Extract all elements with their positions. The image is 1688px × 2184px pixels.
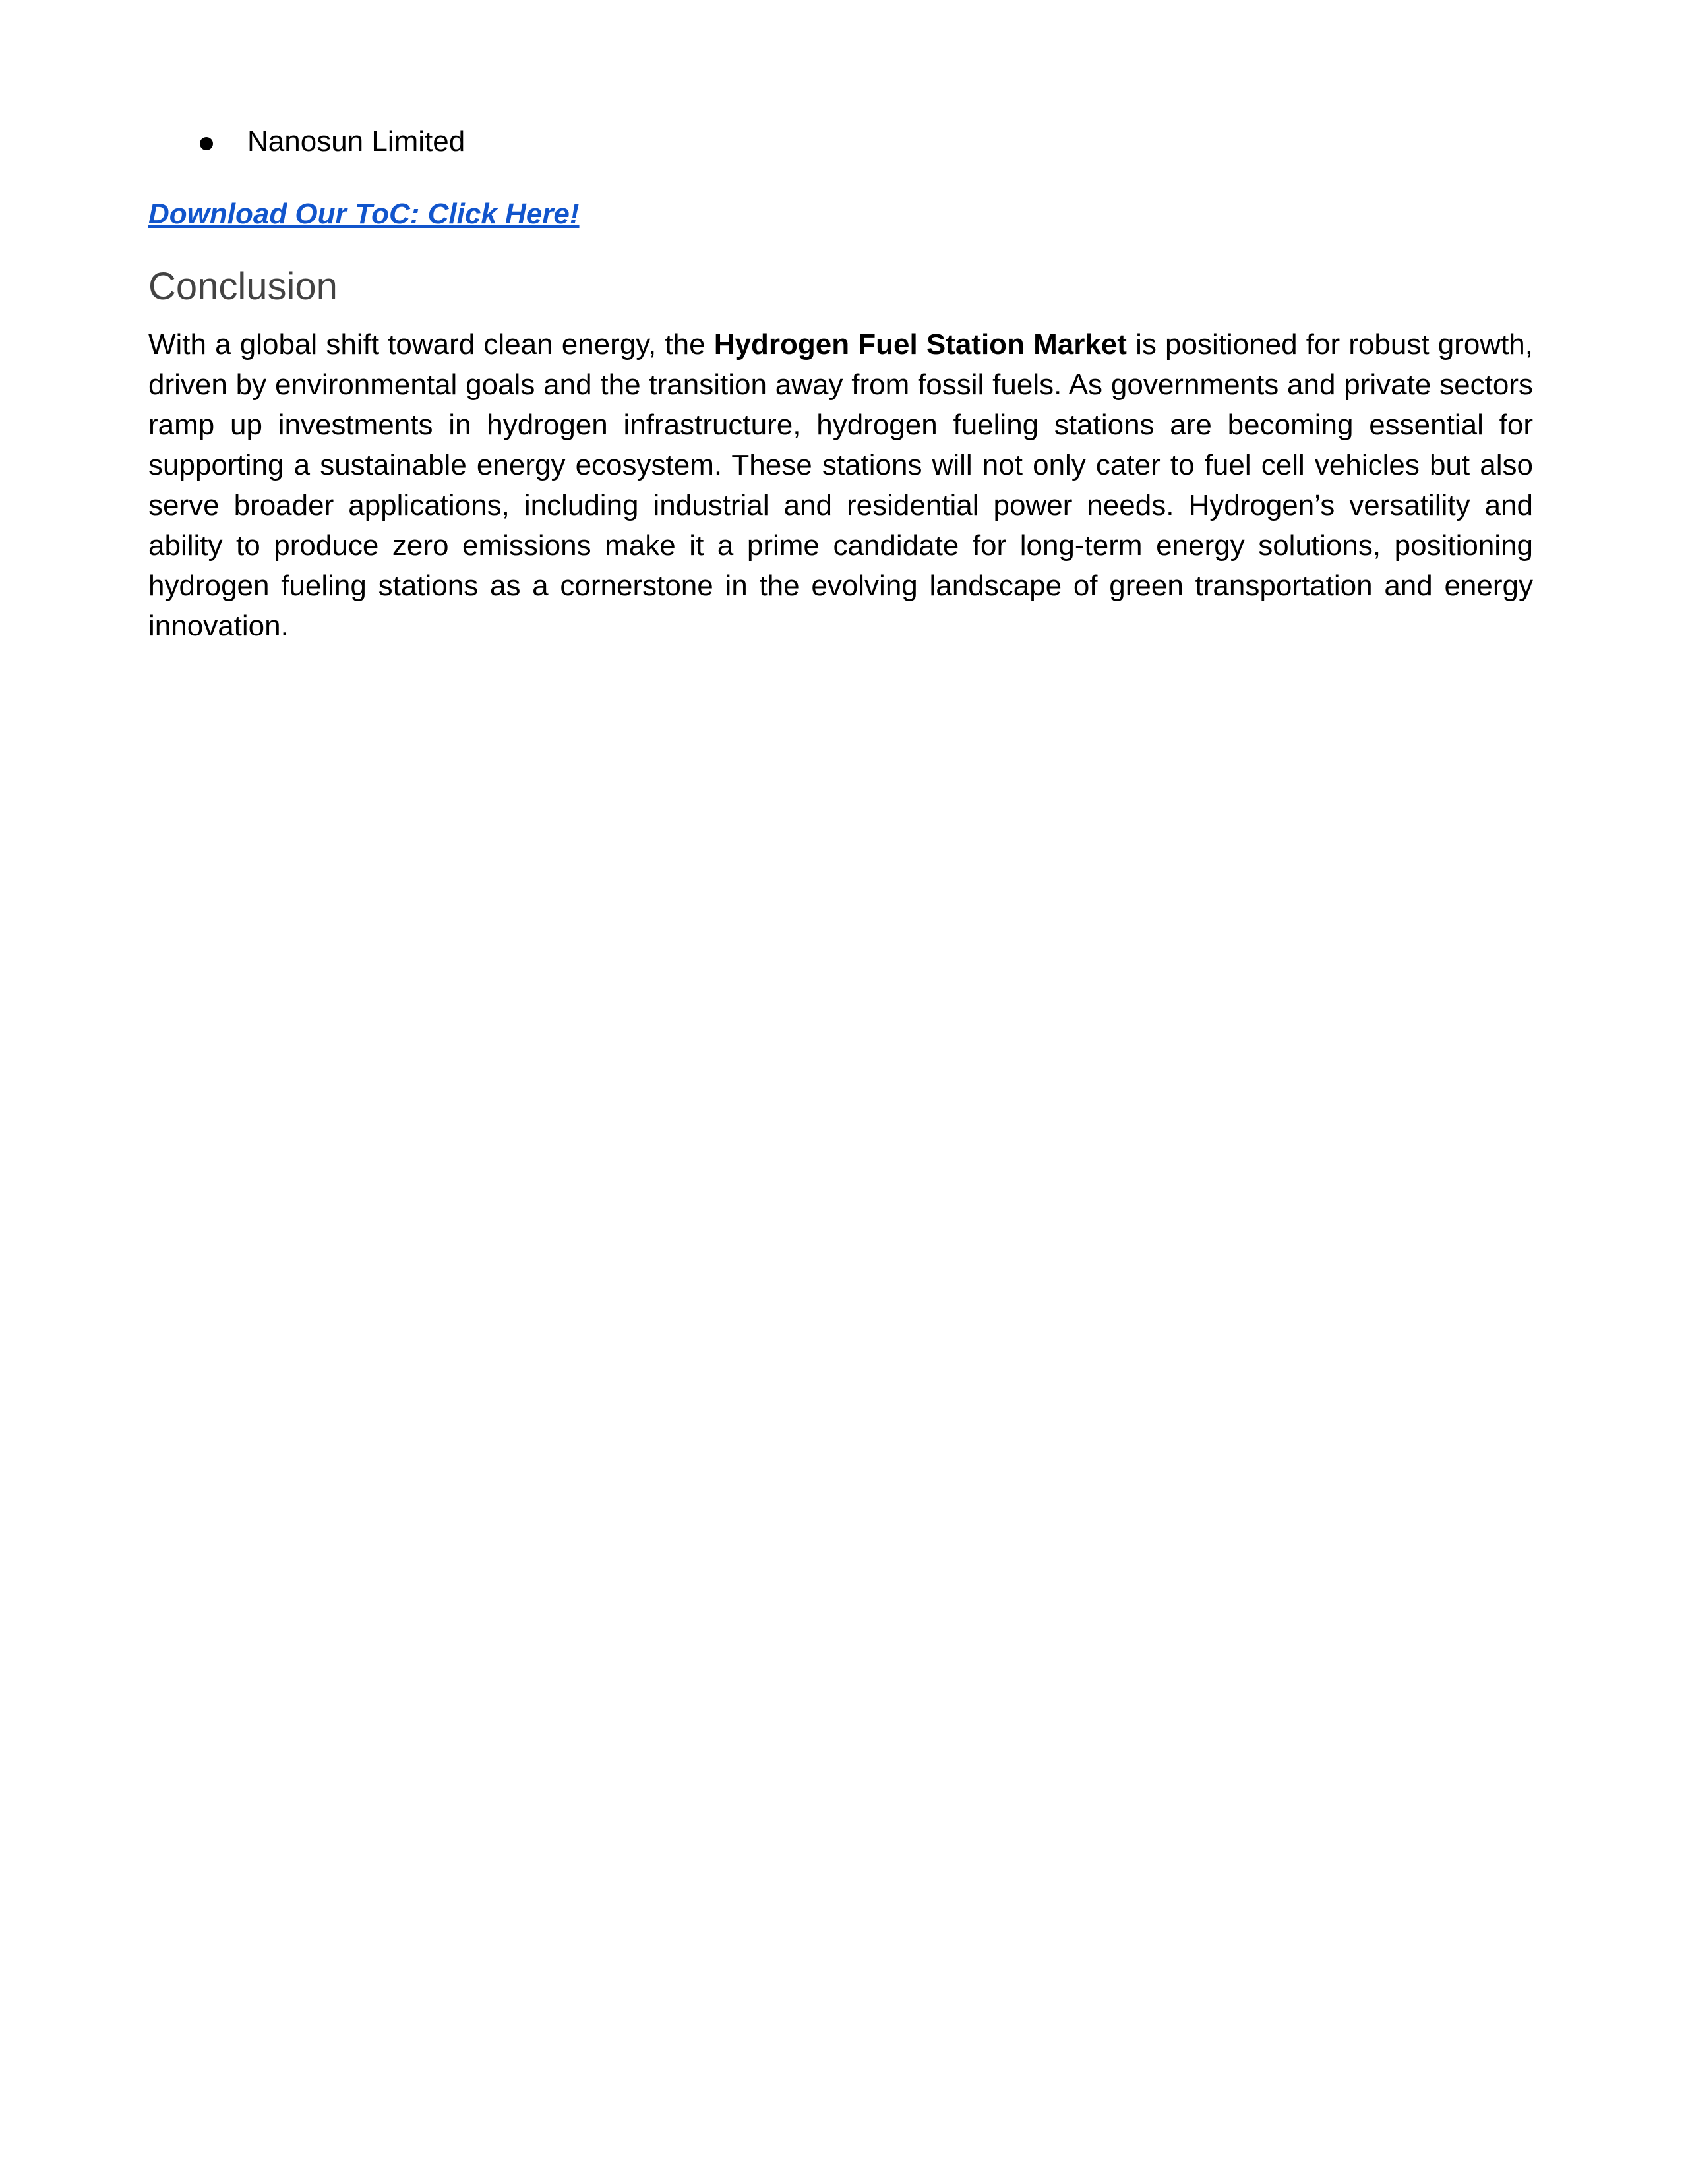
bullet-icon — [200, 137, 213, 150]
conclusion-paragraph — [148, 324, 1533, 646]
paragraph-text-end: is positioned for robust growth, driven by environmental goals and the transition away from fossil fuels. As governments and private sectors ramp up investments in hydrogen infrastructure, hydrogen fueling stations are becoming essential for supporting a sustainable energy ecosystem. These stations will not only cater to fuel cell vehicles but also serve broader applications, including industrial and residential power needs. Hydrogen’s versatility and ability to produce zero emissions make it a prime candidate for long-term energy solutions, positioning hydrogen fueling stations as a cornerstone in the evolving landscape of green transportation and energy innovation. — [148, 328, 1533, 642]
market-name-bold: Hydrogen Fuel Station Market — [713, 328, 1127, 361]
list-item-label: Nanosun Limited — [247, 125, 466, 158]
paragraph-text-start: With a global shift toward clean energy, the — [148, 328, 714, 361]
download-toc-link[interactable]: Download Our ToC: Click Here! — [148, 198, 580, 230]
conclusion-heading: Conclusion — [148, 265, 338, 308]
